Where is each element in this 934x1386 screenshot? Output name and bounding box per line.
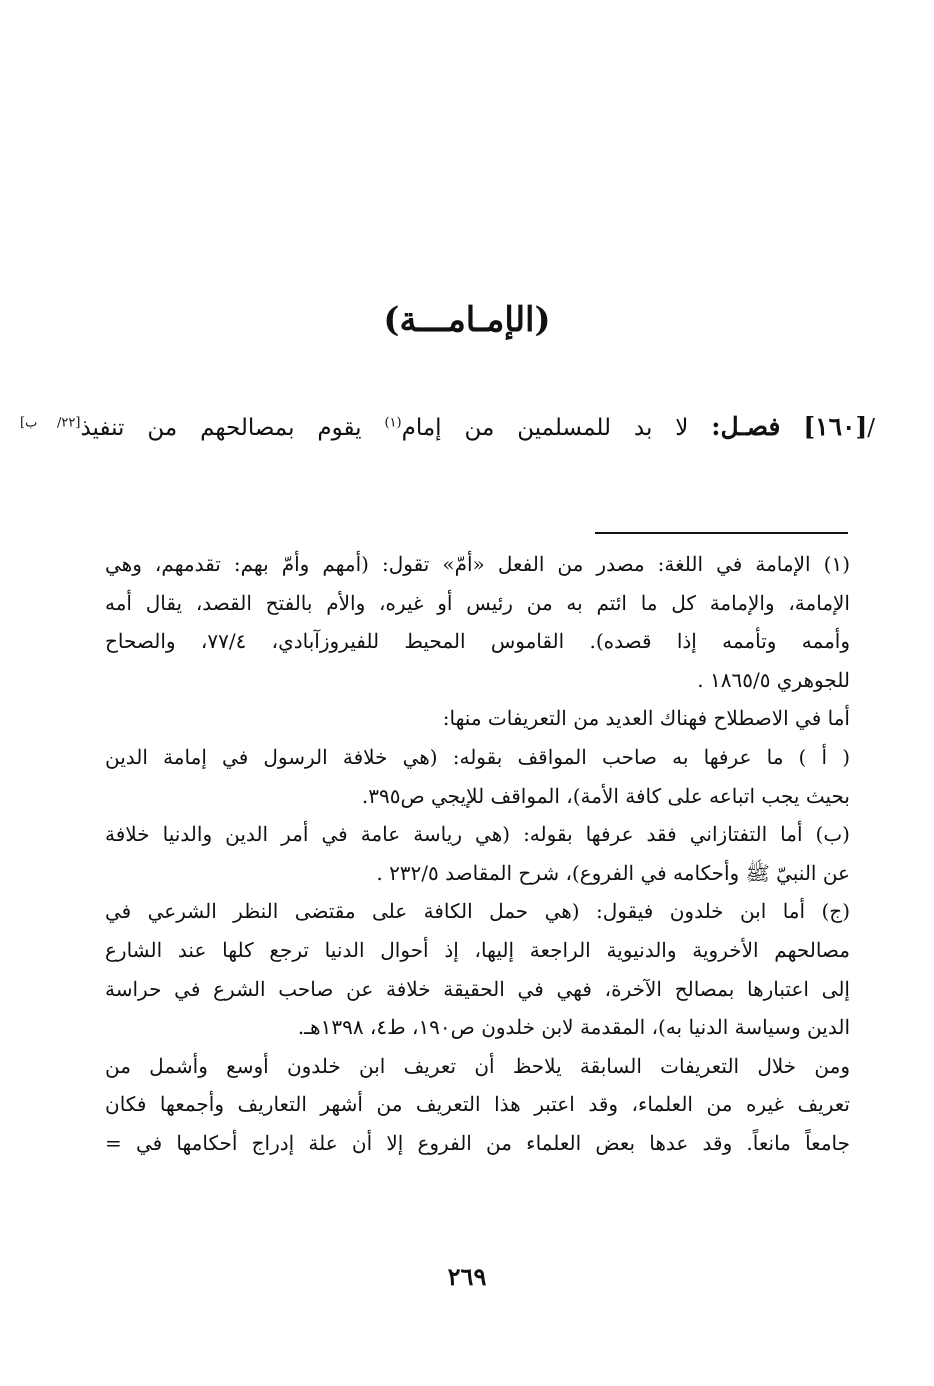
footnote-line: (١) الإمامة في اللغة: مصدر من الفعل «أمّ» تقول: (أمهم وأمّ بهم: تقدمهم، وهي <box>105 552 850 576</box>
paragraph-number: [١٦٠] <box>803 412 868 441</box>
chapter-title: (الإمـامـــة) <box>383 300 551 340</box>
main-text-before-note: لا بد للمسلمين من إمام <box>401 415 689 441</box>
footnote-line: للجوهري ١٨٦٥/٥ . <box>697 667 850 692</box>
footnote-line: ومن خلال التعريفات السابقة يلاحظ أن تعريف ابن خلدون أوسع وأشمل من <box>105 1053 850 1078</box>
footnote-reference: (١) <box>384 415 402 431</box>
footnote-line: الدين وسياسة الدنيا به)، المقدمة لابن خلدون ص١٩٠، ط٤، ١٣٩٨هـ. <box>297 1015 850 1040</box>
manuscript-reference: [٢٢/ ب] <box>20 415 81 431</box>
footnote-line: أما في الاصطلاح فهناك العديد من التعريفات منها: <box>442 706 850 731</box>
footnote-line: وأممه وتأممه إذا قصده). القاموس المحيط للفيروزآبادي، ٧٧/٤، والصحاح <box>105 629 850 654</box>
footnote-line: (ج) أما ابن خلدون فيقول: (هي حمل الكافة على مقتضى النظر الشرعي في <box>105 899 850 924</box>
footnote-line: إلى اعتبارها بمصالح الآخرة، فهي في الحقيقة خلافة عن صاحب الشرع في حراسة <box>105 976 850 1001</box>
footnote-line: مصالحهم الأخروية والدنيوية الراجعة إليها، إذ أحوال الدنيا ترجع كلها عند الشارع <box>105 937 850 962</box>
footnote-line: جامعاً مانعاً. وقد عدها بعض العلماء من الفروع إلا أن علة إدراج أحكامها في = <box>105 1130 850 1155</box>
footnotes <box>105 545 850 1163</box>
main-text-line <box>20 412 875 441</box>
footnote-line: الإمامة، والإمامة كل ما ائتم به من رئيس أو غيره، والأم بالفتح القصد، يقال أمه <box>105 590 850 615</box>
page-marker: / <box>867 415 876 441</box>
main-text-after-note: يقوم بمصالحهم من تنفيذ <box>80 415 362 441</box>
footnote-line: بحيث يجب اتباعه على كافة الأمة)، المواقف للإيجي ص٣٩٥. <box>361 783 850 808</box>
page-number: ٢٦٩ <box>447 1262 487 1291</box>
footnote-line: عن النبيّ ﷺ وأحكامه في الفروع)، شرح المقاصد ٢٣٢/٥ . <box>376 860 850 885</box>
section-label: فصـل: <box>711 412 781 441</box>
footnote-line: ( أ ) ما عرفها به صاحب المواقف بقوله: (هي خلافة الرسول في إمامة الدين <box>105 744 850 769</box>
footnote-line: (ب) أما التفتازاني فقد عرفها بقوله: (هي رياسة عامة في أمر الدين والدنيا خلافة <box>105 822 850 847</box>
footnote-line: تعريف غيره من العلماء، وقد اعتبر هذا التعريف من أشهر التعاريف وأجمعها فكان <box>105 1092 850 1117</box>
footnote-separator <box>595 532 848 534</box>
